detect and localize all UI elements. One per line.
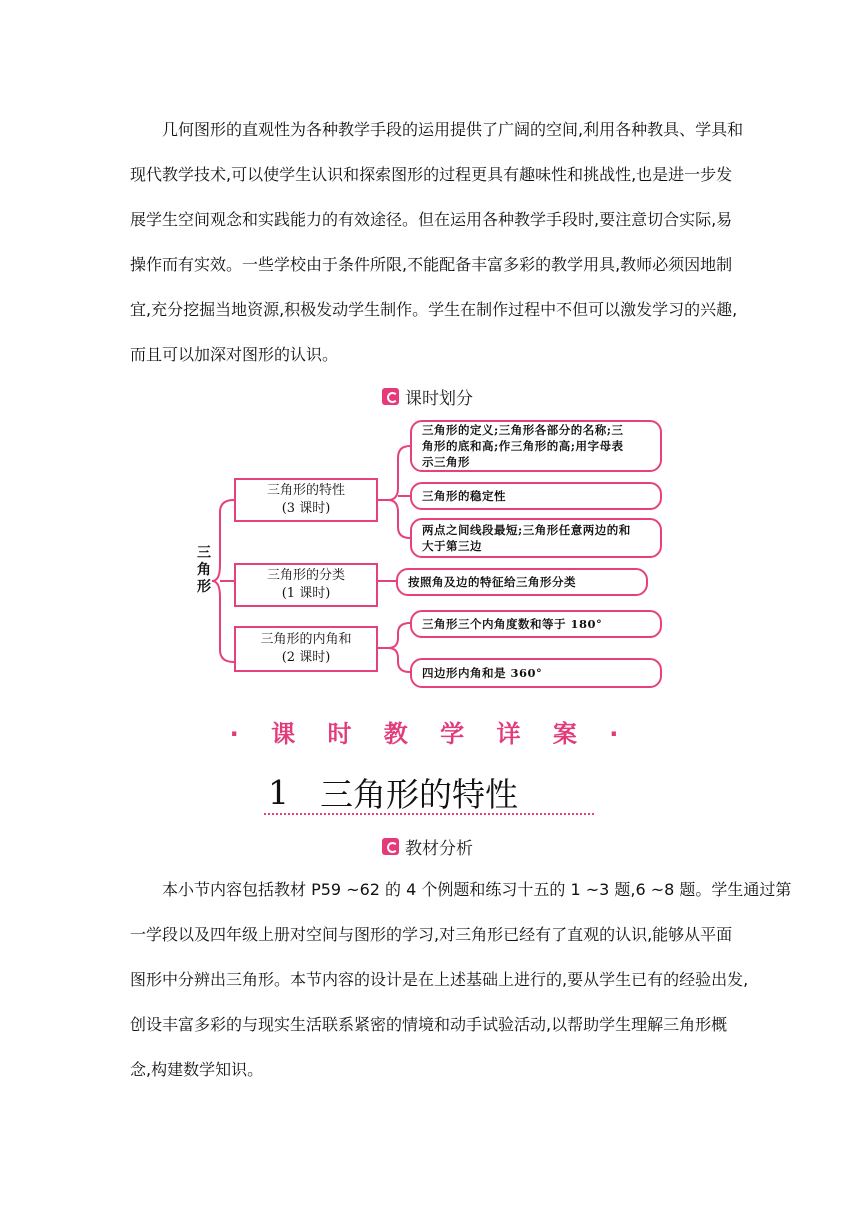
leaf-line: 示三角形 xyxy=(422,455,470,469)
diagram-node-classification xyxy=(234,563,378,607)
diagram-leaf-sides xyxy=(410,518,662,558)
paragraph-line: 本小节内容包括教材 P59 ~62 的 4 个例题和练习十五的 1 ~3 题,6 ~8 题。学生通过第 xyxy=(162,880,792,899)
lesson-title xyxy=(264,771,594,815)
paragraph-line: 图形中分辨出三角形。本节内容的设计是在上述基础上进行的,要从学生已有的经验出发, xyxy=(130,970,749,989)
intro-paragraph xyxy=(130,107,744,377)
diagram-leaf-classify xyxy=(396,568,648,596)
leaf-line: 两点之间线段最短;三角形任意两边的和 xyxy=(422,523,631,537)
root-brace xyxy=(212,500,234,662)
node-hours: (3 课时) xyxy=(281,501,331,516)
paragraph-line: 一学段以及四年级上册对空间与图形的学习,对三角形已经有了直观的认识,能够从平面 xyxy=(130,925,733,944)
leaf-line: 大于第三边 xyxy=(422,539,482,553)
leaf-line: 三角形三个内角度数和等于 180° xyxy=(422,617,603,631)
leaf-line: 四边形内角和是 360° xyxy=(422,666,543,680)
section-marker-icon xyxy=(382,388,399,405)
paragraph-line: 现代教学技术,可以使学生认识和探索图形的过程更具有趣味性和挑战性,也是进一步发 xyxy=(130,165,733,184)
lesson-plan-banner: · 课 时 教 学 详 案 · xyxy=(229,720,631,748)
analysis-section-title: 教材分析 xyxy=(405,838,473,859)
section-marker-icon xyxy=(382,838,399,855)
diagram-leaf-definition xyxy=(410,420,662,472)
node-title: 三角形的分类 xyxy=(266,568,345,583)
paragraph-line: 展学生空间观念和实践能力的有效途径。但在运用各种教学手段时,要注意切合实际,易 xyxy=(130,210,733,229)
paragraph-line: 操作而有实效。一些学校由于条件所限,不能配备丰富多彩的教学用具,教师必须因地制 xyxy=(130,255,733,274)
node-title: 三角形的特性 xyxy=(266,483,345,498)
analysis-paragraph xyxy=(130,867,792,1092)
paragraph-line: 宜,充分挖掘当地资源,积极发动学生制作。学生在制作过程中不但可以激发学习的兴趣, xyxy=(130,300,738,319)
diagram-root-label: 三角形 xyxy=(197,545,211,595)
schedule-section-heading xyxy=(382,383,473,409)
analysis-section-heading xyxy=(382,833,473,859)
diagram-leaf-360 xyxy=(410,658,662,688)
schedule-section-title: 课时划分 xyxy=(405,388,473,409)
node-hours: (2 课时) xyxy=(281,650,331,665)
paragraph-line: 念,构建数学知识。 xyxy=(130,1060,264,1079)
diagram-leaf-180 xyxy=(410,610,662,638)
node-title: 三角形的内角和 xyxy=(260,632,352,647)
paragraph-line: 创设丰富多彩的与现实生活联系紧密的情境和动手试验活动,以帮助学生理解三角形概 xyxy=(130,1015,728,1034)
diagram-node-interior-angles xyxy=(234,626,378,672)
leaf-line: 按照角及边的特征给三角形分类 xyxy=(408,575,576,589)
leaf-line: 三角形的稳定性 xyxy=(422,489,506,503)
node-hours: (1 课时) xyxy=(281,586,331,601)
lesson-number: 1 xyxy=(268,772,289,812)
diagram-node-characteristics xyxy=(234,478,378,522)
node3-brace xyxy=(388,623,410,672)
lesson-title-text: 三角形的特性 xyxy=(320,774,518,814)
paragraph-line: 几何图形的直观性为各种教学手段的运用提供了广阔的空间,利用各种教具、学具和 xyxy=(162,120,744,139)
paragraph-line: 而且可以加深对图形的认识。 xyxy=(130,345,339,364)
leaf-line: 角形的底和高;作三角形的高;用字母表 xyxy=(422,439,624,453)
node1-brace xyxy=(388,446,410,538)
leaf-line: 三角形的定义;三角形各部分的名称;三 xyxy=(422,423,624,437)
diagram-leaf-stability xyxy=(410,482,662,510)
